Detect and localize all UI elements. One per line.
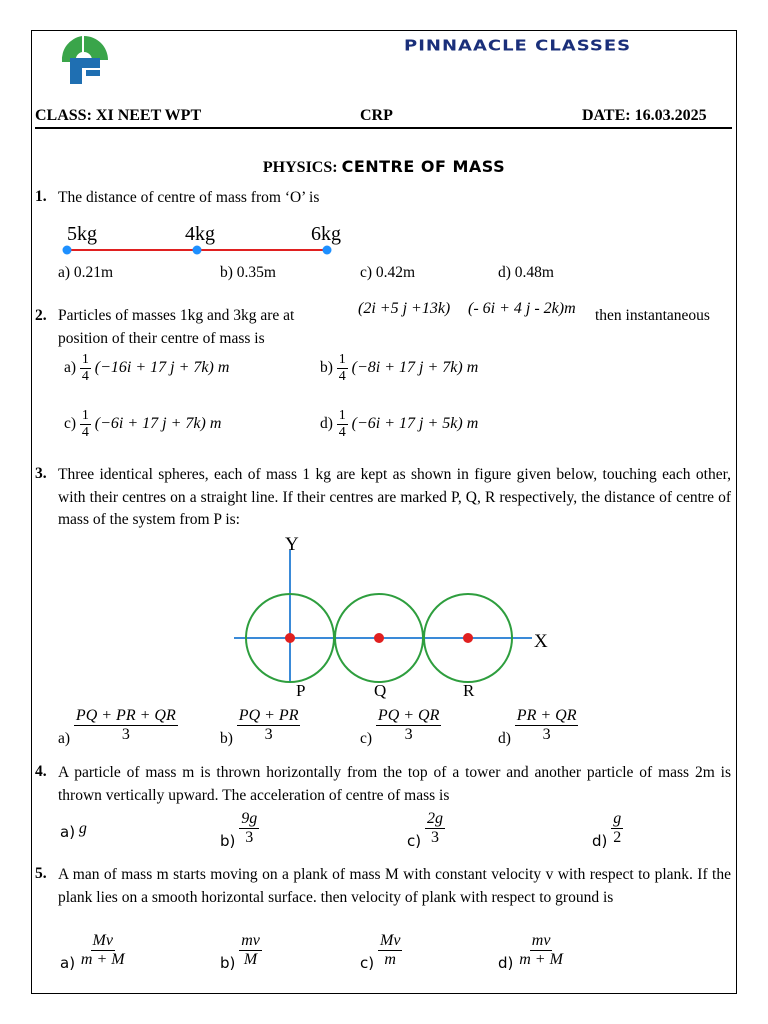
q2-a-expr: (−16i + 17 j + 7k) m: [94, 359, 230, 377]
q2-d-coef-den: 4: [338, 425, 346, 440]
q2-text-end: then instantaneous: [595, 307, 710, 324]
brand-name: PINNAACLE CLASSES: [404, 37, 632, 55]
q3-option-a-label: a): [58, 730, 71, 748]
q4-d-den: 2: [613, 829, 622, 846]
q3-option-d[interactable]: [498, 707, 578, 748]
q1-option-b[interactable]: b) 0.35m: [220, 264, 276, 281]
q4-number: 4.: [35, 763, 47, 780]
q3-a-den: 3: [121, 726, 130, 743]
q3-option-d-label: d): [498, 730, 511, 748]
q4-option-b-label: b): [220, 832, 236, 851]
q2-option-d-label: d): [320, 415, 333, 433]
q2-c-coef-den: 4: [81, 425, 89, 440]
q3-c-den: 3: [404, 726, 413, 743]
q2-number: 2.: [35, 307, 47, 324]
q4-b-num: 9g: [241, 810, 258, 827]
q5-option-a-label: a): [60, 954, 76, 973]
q3-option-b[interactable]: [220, 707, 300, 748]
q1-text: The distance of centre of mass from ‘O’ is: [58, 189, 320, 206]
q3-option-c[interactable]: [360, 707, 441, 748]
q4-c-num: 2g: [426, 810, 443, 827]
q2-option-b-label: b): [320, 359, 333, 377]
q2-a-coef-den: 4: [81, 369, 89, 384]
q5-d-num: mv: [531, 932, 551, 949]
q4-text: A particle of mass m is thrown horizontally from the top of a tower and another particle of mass 2m is thrown vertically upward. The acceleration of centre of mass is: [58, 764, 731, 804]
q2-position-2: (- 6i + 4 j - 2k)m: [468, 300, 576, 317]
label-q: Q: [374, 681, 387, 700]
q4-d-num: g: [613, 810, 622, 827]
q3-option-b-label: b): [220, 730, 233, 748]
q2-c-expr: (−6i + 17 j + 7k) m: [94, 415, 222, 433]
q3-b-den: 3: [264, 726, 273, 743]
q1-option-c[interactable]: c) 0.42m: [360, 264, 416, 281]
logo-icon: [56, 32, 112, 88]
q4-option-c-label: c): [407, 832, 422, 851]
title-prefix: PHYSICS:: [262, 159, 342, 176]
q2-b-coef-den: 4: [338, 369, 346, 384]
q4-option-d-label: d): [592, 832, 608, 851]
q1-number: 1.: [35, 188, 47, 205]
mass-5kg-dot: [63, 246, 72, 255]
q5-b-den: M: [243, 951, 258, 968]
label-6kg: 6kg: [311, 223, 341, 245]
q4-option-b[interactable]: [220, 810, 259, 850]
q2-option-c-label: c): [64, 415, 77, 433]
q2-option-a[interactable]: [64, 352, 229, 385]
q4-option-c[interactable]: [407, 810, 445, 850]
q2-d-coef: 1: [338, 408, 346, 423]
label-y: Y: [285, 534, 299, 555]
label-4kg: 4kg: [185, 223, 215, 245]
q2-position-1: (2i +5 j +13k): [358, 300, 451, 317]
q3-d-den: 3: [542, 726, 551, 743]
q1-figure: [55, 218, 355, 260]
q3-a-num: PQ + PR + QR: [75, 707, 176, 724]
q4-c-den: 3: [430, 829, 439, 846]
q1-option-a[interactable]: a) 0.21m: [58, 264, 114, 281]
q4-a-value: g: [78, 820, 87, 837]
q5-number: 5.: [35, 865, 47, 882]
label-r: R: [463, 681, 475, 700]
q5-a-den: m + M: [80, 951, 125, 968]
q4-option-d[interactable]: [592, 810, 623, 850]
q2-text-line2: position of their centre of mass is: [58, 330, 265, 347]
q5-b-num: mv: [241, 932, 260, 949]
q1-option-d[interactable]: d) 0.48m: [498, 264, 554, 281]
q3-figure: [228, 532, 558, 702]
page-title: [0, 157, 768, 177]
mass-4kg-dot: [193, 246, 202, 255]
label-p: P: [296, 681, 306, 700]
q2-text-start: Particles of masses 1kg and 3kg are at: [58, 307, 295, 324]
q4-b-den: 3: [245, 829, 254, 846]
q2-option-c[interactable]: [64, 408, 221, 441]
header-rule: [35, 127, 732, 129]
date-label: DATE: 16.03.2025: [582, 107, 707, 124]
q3-c-num: PQ + QR: [377, 707, 440, 724]
paper-code: CRP: [360, 107, 393, 124]
class-label: CLASS: XI NEET WPT: [35, 107, 202, 124]
q5-option-c[interactable]: [360, 932, 402, 972]
q2-d-expr: (−6i + 17 j + 5k) m: [351, 415, 479, 433]
q5-option-d[interactable]: [498, 932, 565, 972]
q4-option-a-label: a): [60, 823, 76, 841]
q3-text: Three identical spheres, each of mass 1 kg are kept as shown in figure given below, touching each other, with their centres on a straight line. If their centres are marked P, Q, R respectively, the distance of centre of mass of the system from P is:: [58, 466, 731, 528]
q5-c-den: m: [384, 951, 396, 968]
q5-option-c-label: c): [360, 954, 375, 973]
title-main: CENTRE OF MASS: [341, 157, 506, 176]
q2-option-d[interactable]: [320, 408, 478, 441]
q5-c-num: Mv: [379, 932, 401, 949]
q4-option-a[interactable]: [60, 810, 87, 841]
q5-option-a[interactable]: [60, 932, 127, 972]
q5-d-den: m + M: [519, 951, 563, 968]
q5-option-b-label: b): [220, 954, 236, 973]
centre-p: [285, 633, 295, 643]
mass-6kg-dot: [323, 246, 332, 255]
centre-r: [463, 633, 473, 643]
q3-b-num: PQ + PR: [238, 707, 299, 724]
q5-option-b[interactable]: [220, 932, 262, 972]
q2-b-coef: 1: [338, 352, 346, 367]
q5-option-d-label: d): [498, 954, 514, 973]
label-x: X: [534, 631, 548, 652]
q2-a-coef: 1: [81, 352, 89, 367]
q3-option-a[interactable]: [58, 707, 178, 748]
label-5kg: 5kg: [67, 223, 97, 245]
q3-d-num: PR + QR: [516, 707, 577, 724]
q3-option-c-label: c): [360, 730, 373, 748]
q2-option-b[interactable]: [320, 352, 478, 385]
centre-q: [374, 633, 384, 643]
q2-c-coef: 1: [81, 408, 89, 423]
q3-number: 3.: [35, 465, 47, 482]
q2-option-a-label: a): [64, 359, 77, 377]
q5-text: A man of mass m starts moving on a plank of mass M with constant velocity v with respect to plank. If the plank lies on a smooth horizontal surface. then velocity of plank with respect to ground is: [58, 866, 731, 906]
q2-b-expr: (−8i + 17 j + 7k) m: [351, 359, 479, 377]
q5-a-num: Mv: [92, 932, 113, 949]
